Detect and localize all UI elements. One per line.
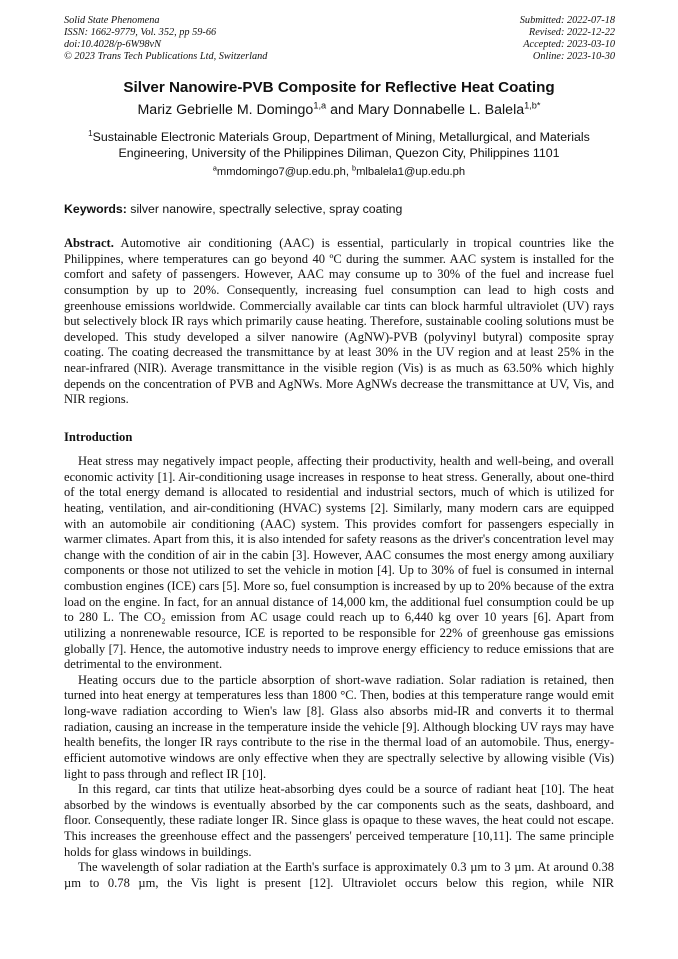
dates-info (520, 15, 615, 63)
online-date: Online: 2023-10-30 (532, 51, 615, 62)
introduction-body (64, 454, 614, 892)
keywords-label: Keywords: (64, 202, 127, 216)
keywords (64, 202, 402, 216)
abstract-text: Automotive air conditioning (AAC) is essential, particularly in tropical countries like the Philippines, where temperatures can go beyond 40 ºC during the summer. AAC system is installed for the comfort and safety of passengers. However, AAC may consume up to 30% of the fuel and increase fuel consumption by up to 20%. Consequently, increasing fuel consumption can lead to high costs and greenhouse emissions worldwide. Commercially available car tints can block harmful ultraviolet (UV) rays but selectively block IR rays which primarily cause heating. Therefore, sustainable cooling solutions must be developed. This study developed a silver nanowire (AgNW)-PVB (polyvinyl butyral) composite spray coating. The coating decreased the transmittance by at least 30% in the UV region and at least 25% in the near-infrared (NIR). Average transmittance in the visible region (Vis) is as much as 63.50% which highly depends on the concentration of PVB and AgNWs. More AgNWs decrease the transmittance at UV, Vis, and NIR regions. (64, 236, 614, 407)
section-heading-introduction: Introduction (64, 430, 133, 444)
authors-and: and (326, 102, 358, 118)
paragraph: In this regard, car tints that utilize heat-absorbing dyes could be a source of radiant heat [10]. The heat absorbed by the windows is eventually absorbed by the car components such as the seats, dashboard, and floor. Consequently, these radiate longer IR. Since glass is opaque to these waves, the heat could not escape. This increases the greenhouse effect and the passengers' perceived temperature [10,11]. The same principle holds for glass windows in buildings. (64, 782, 614, 859)
emails (40, 163, 638, 178)
copyright: © 2023 Trans Tech Publications Ltd, Switzerland (64, 51, 268, 62)
email-b: mlbalela1@up.edu.ph (356, 166, 466, 178)
email-b-sup: b (352, 163, 357, 173)
submitted-date: Submitted: 2022-07-18 (519, 15, 615, 26)
doi: doi:10.4028/p-6W98vN (64, 39, 161, 50)
accepted-date: Accepted: 2023-03-10 (523, 39, 615, 50)
affiliation-line-1: Sustainable Electronic Materials Group, Department of Mining, Metallurgical, and Materials (92, 130, 590, 144)
paper-title: Silver Nanowire-PVB Composite for Reflective Heat Coating (123, 79, 555, 96)
authors (40, 102, 638, 118)
abstract (64, 236, 614, 408)
author-2-sup: 1,b* (524, 100, 541, 111)
keywords-text: silver nanowire, spectrally selective, spray coating (126, 202, 403, 216)
affiliation-line-2: Engineering, University of the Philippines Diliman, Quezon City, Philippines 1101 (118, 146, 560, 160)
author-2: Mary Donnabelle L. Balela (357, 102, 525, 118)
email-a-sup: a (212, 163, 217, 173)
email-a: mmdomingo7@up.edu.ph, (216, 166, 353, 178)
paragraph: Heat stress may negatively impact people, affecting their productivity, health and well-being, and overall economic activity [1]. Air-conditioning usage increases in response to heat stress. Generally, about one-third of the total energy demand is allocated to residential and industrial sectors, much of which is utilized for heating, ventilation, and air-conditioning (HVAC) systems [2]. Similarly, many modern cars are equipped with an automobile air conditioning (AAC) system. This provides comfort for passengers especially in warmer climates. Apart from this, it is also intended for safety reasons as the driver's concentration level may change with the condition of air in the cabin [3]. However, AAC consumes the most energy among auxiliary components or those not utilized to set the vehicle in motion [4]. Up to 30% of fuel is consumed in internal combustion engines (ICE) cars [5]. More so, fuel consumption is increased by up to 20% because of the extra load on the engine. In fact, for an annual distance of 14,000 km, the additional fuel consumption could be up to 280 L. The CO₂ emission from AC usage could reach up to 6,440 kg over 10 years [6]. Apart from utilizing a nonrenewable resource, ICE is reported to be responsible for 22% of greenhouse gas emissions globally [7]. Hence, the automotive industry needs to improve energy efficiency to reduce emissions that are detrimental to the environment. (64, 454, 614, 672)
journal-info (64, 15, 267, 63)
revised-date: Revised: 2022-12-22 (528, 27, 615, 38)
paragraph: Heating occurs due to the particle absorption of short-wave radiation. Solar radiation is retained, then turned into heat energy at temperatures less than 1800 °C. Then, bodies at this temperature range would emit long-wave radiation according to Wien's law [8]. Glass also absorbs mid-IR and converts it to thermal radiation, causing an increase in the temperature inside the vehicle [9]. Although blocking UV rays may have health benefits, the longer IR rays contribute to the rise in the thermal load of an automobile. Thus, energy-efficient automotive windows are only effective when they are spectrally selective by allowing visible (Vis) light to pass through and reflect IR [10]. (64, 672, 614, 781)
paragraph: The wavelength of solar radiation at the Earth's surface is approximately 0.3 µm to 3 µm. At around 0.38 µm to 0.78 µm, the Vis light is present [12]. Ultraviolet occurs below this region, while NIR (64, 860, 614, 890)
journal-name: Solid State Phenomena (64, 15, 160, 26)
issn: ISSN: 1662-9779, Vol. 352, pp 59-66 (64, 27, 217, 38)
author-1-sup: 1,a (313, 100, 327, 111)
affiliation (40, 129, 638, 161)
abstract-label: Abstract. (64, 236, 114, 250)
author-1: Mariz Gebrielle M. Domingo (137, 102, 314, 118)
affiliation-sup: 1 (88, 128, 93, 138)
